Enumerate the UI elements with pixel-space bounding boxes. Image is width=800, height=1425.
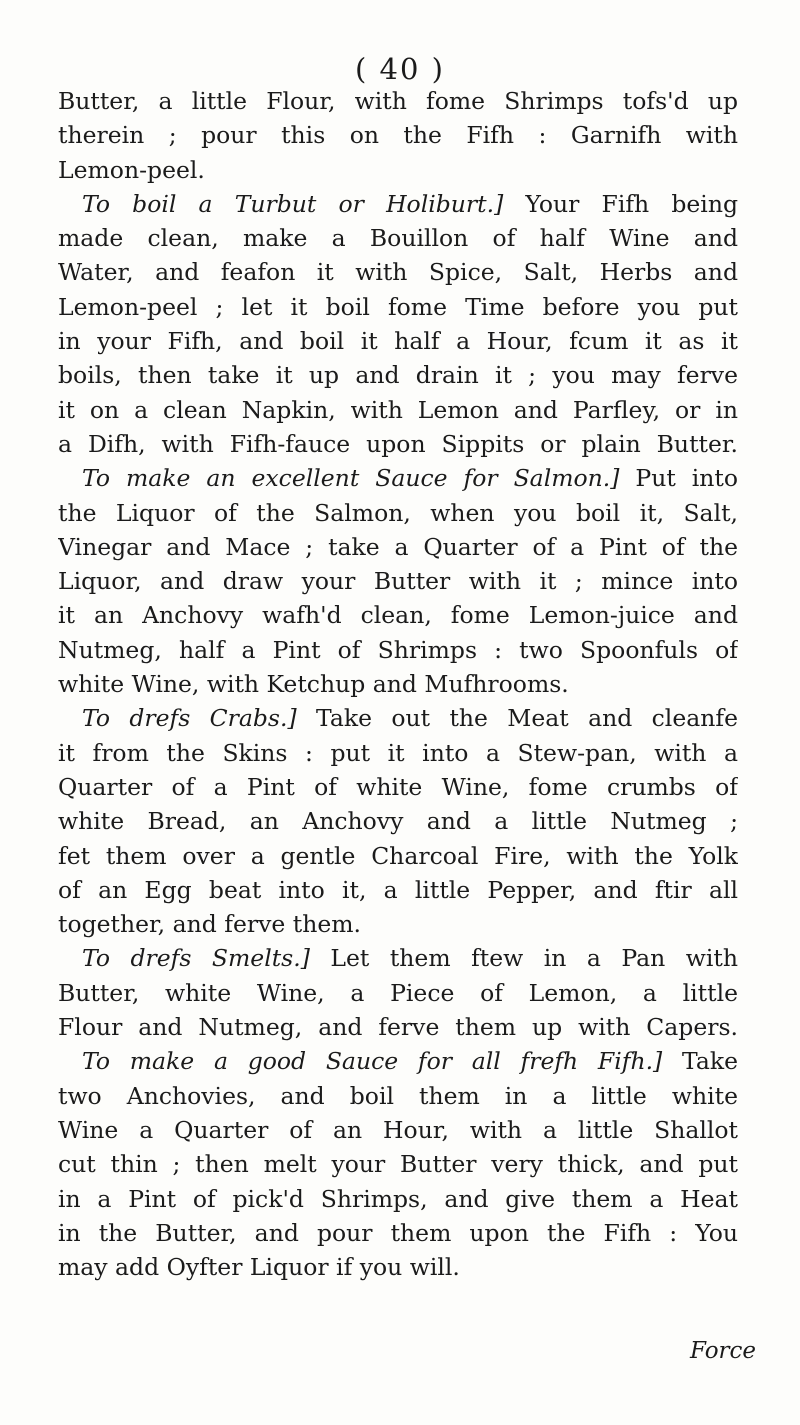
text-line: of an Egg beat into it, a little Pepper, and ftir all xyxy=(58,875,738,904)
text-line: two Anchovies, and boil them in a little white xyxy=(58,1081,738,1110)
text-line: in your Fifh, and boil it half a Hour, fcum it as it xyxy=(58,327,738,356)
text-line: Water, and feafon it with Spice, Salt, Herbs and xyxy=(58,258,738,287)
text-line: Wine a Quarter of an Hour, with a little Shallot xyxy=(58,1115,738,1144)
text-line: boils, then take it up and drain it ; you may ferve xyxy=(58,361,738,390)
text-line: in a Pint of pick'd Shrimps, and give them a Heat xyxy=(58,1184,738,1213)
text-line: a Difh, with Fifh-fauce upon Sippits or plain Butter. xyxy=(58,429,738,458)
recipe-heading-crabs: To drefs Crabs.] xyxy=(82,704,297,733)
recipe-heading-line: To drefs Smelts.] Let them ftew in a Pan with xyxy=(82,944,738,973)
recipe-heading-line: To make an excellent Sauce for Salmon.] Put into xyxy=(82,464,738,493)
text-line: therein ; pour this on the Fifh : Garnifh with xyxy=(58,121,738,150)
text-line: the Liquor of the Salmon, when you boil it, Salt, xyxy=(58,498,738,527)
text-line: Liquor, and draw your Butter with it ; mince into xyxy=(58,567,738,596)
recipe-heading-line: To drefs Crabs.] Take out the Meat and cleanfe xyxy=(82,704,738,733)
text-line: fet them over a gentle Charcoal Fire, with the Yolk xyxy=(58,841,738,870)
text-line: white Bread, an Anchovy and a little Nutmeg ; xyxy=(58,807,738,836)
text-line: Butter, a little Flour, with fome Shrimps tofs'd up xyxy=(58,87,738,115)
text-line: together, and ferve them. xyxy=(58,910,362,939)
recipe-heading-smelts: To drefs Smelts.] xyxy=(82,944,310,973)
text-line: in the Butter, and pour them upon the Fifh : You xyxy=(58,1218,738,1247)
recipe-heading-turbut: To boil a Turbut or Holiburt.] xyxy=(82,189,504,218)
text-line: Nutmeg, half a Pint of Shrimps : two Spoonfuls of xyxy=(58,635,738,664)
text-line: cut thin ; then melt your Butter very thick, and put xyxy=(58,1150,738,1179)
text-line: it from the Skins : put it into a Stew-pan, with a xyxy=(58,738,738,767)
text-line: Quarter of a Pint of white Wine, fome crumbs of xyxy=(58,772,738,801)
text-line: Vinegar and Mace ; take a Quarter of a Pint of the xyxy=(58,532,738,561)
text-line: Butter, white Wine, a Piece of Lemon, a little xyxy=(58,978,738,1007)
text-line: may add Oyfter Liquor if you will. xyxy=(58,1253,460,1282)
page-text xyxy=(58,84,738,1284)
text-line: Lemon-peel ; let it boil fome Time before you put xyxy=(58,292,738,321)
recipe-heading-salmon-sauce: To make an excellent Sauce for Salmon.] xyxy=(82,464,620,493)
catchword: Force xyxy=(690,1338,757,1364)
text-line: it an Anchovy wafh'd clean, fome Lemon-juice and xyxy=(58,601,738,630)
recipe-heading-line: To make a good Sauce for all frefh Fifh.] Take xyxy=(82,1047,738,1076)
text-line: Lemon-peel. xyxy=(58,155,205,184)
text-line: it on a clean Napkin, with Lemon and Parfley, or in xyxy=(58,395,738,424)
text-line: Flour and Nutmeg, and ferve them up with Capers. xyxy=(58,1013,738,1042)
text-line: made clean, make a Bouillon of half Wine and xyxy=(58,224,738,253)
recipe-heading-line: To boil a Turbut or Holiburt.] Your Fifh being xyxy=(82,189,738,218)
recipe-heading-fish-sauce: To make a good Sauce for all frefh Fifh.] xyxy=(82,1047,663,1076)
page-number: ( 40 ) xyxy=(355,52,445,86)
text-line: white Wine, with Ketchup and Mufhrooms. xyxy=(58,670,569,699)
